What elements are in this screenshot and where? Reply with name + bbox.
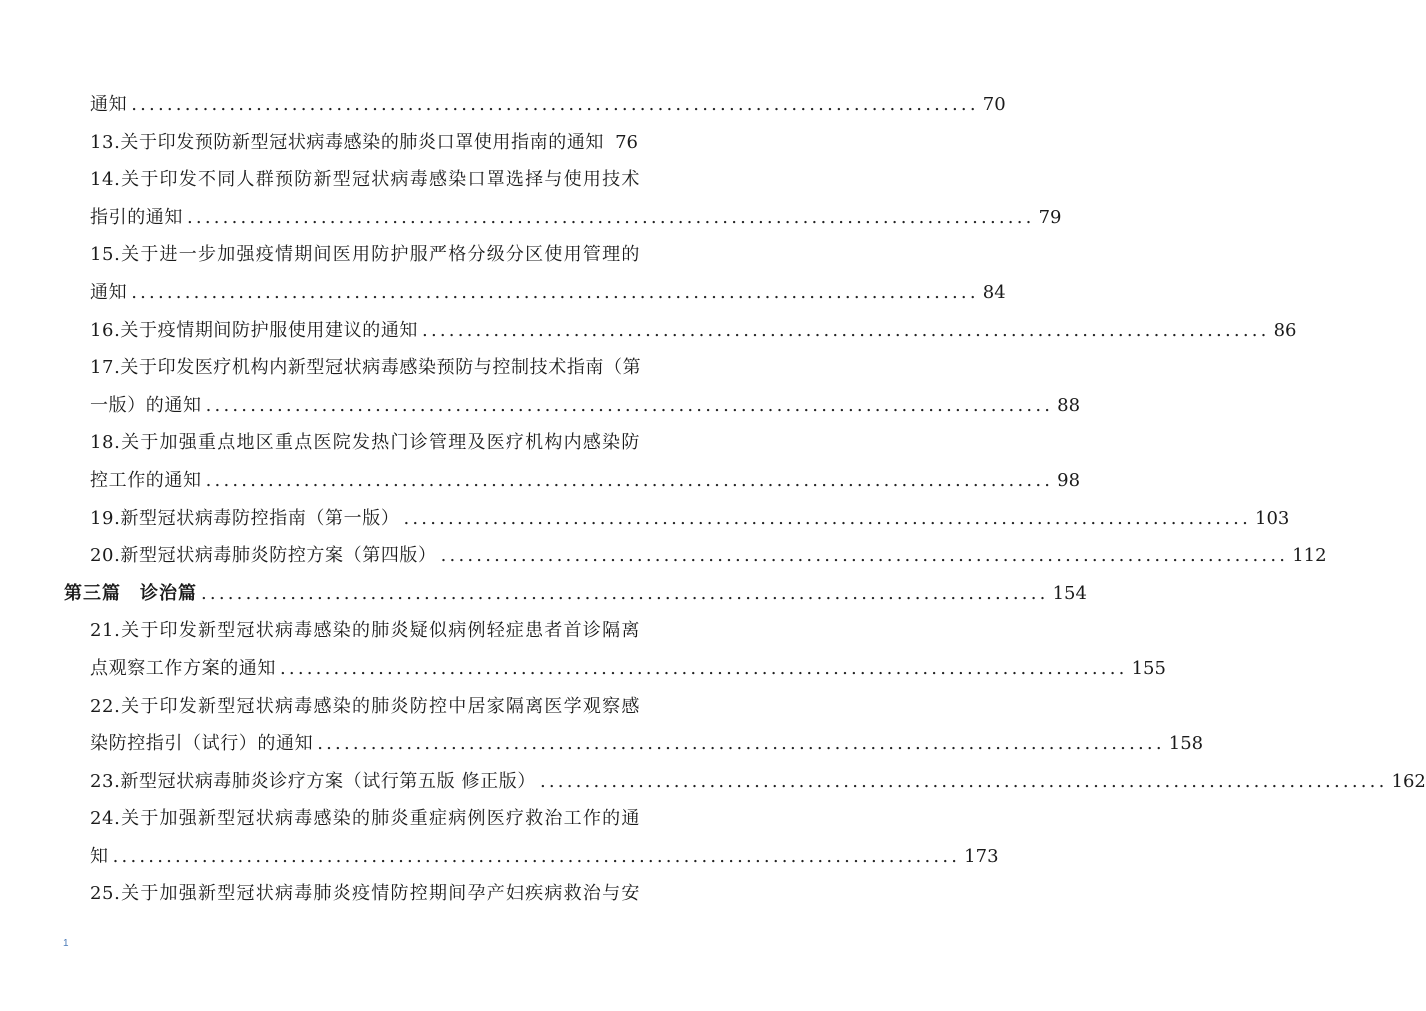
dot-leader: ............................................................................................... — [317, 733, 1165, 755]
toc-entry-title: 20.新型冠状病毒肺炎防控方案（第四版） — [90, 545, 437, 567]
toc-entry[interactable] — [0, 462, 1081, 500]
dot-leader: ............................................................................................... — [280, 657, 1128, 679]
toc-entry-page: 88 — [1057, 394, 1081, 416]
toc-entry-title: 17.关于印发医疗机构内新型冠状病毒感染预防与控制技术指南（第 — [90, 357, 642, 379]
toc-entry-title: 13.关于印发预防新型冠状病毒感染的肺炎口罩使用指南的通知 — [90, 131, 605, 153]
dot-leader: ............................................................................................... — [187, 206, 1035, 228]
toc-entry[interactable] — [0, 688, 638, 726]
dot-leader: ............................................................................................... — [112, 845, 961, 867]
dot-leader: ............................................................................................... — [403, 507, 1251, 529]
toc-entry-page: 162 — [1391, 770, 1426, 792]
toc-entry-title: 通知 — [90, 281, 128, 303]
toc-entry[interactable] — [0, 424, 638, 462]
toc-entry-title: 22.关于印发新型冠状病毒感染的肺炎防控中居家隔离医学观察感 — [90, 695, 640, 717]
toc-entry-title: 知 — [90, 845, 109, 867]
toc-entry[interactable] — [0, 312, 1297, 350]
toc-entry[interactable] — [0, 763, 1426, 801]
footer-page-number: 1 — [63, 938, 69, 949]
toc-entry[interactable] — [0, 650, 1166, 688]
toc-entry-page: 86 — [1273, 319, 1297, 341]
toc-entry-page: 103 — [1255, 507, 1290, 529]
toc-entry-title: 15.关于进一步加强疫情期间医用防护服严格分级分区使用管理的 — [90, 244, 640, 266]
dot-leader: ............................................................................................... — [201, 582, 1049, 604]
toc-entry[interactable] — [0, 500, 1290, 538]
toc-entry-page: 79 — [1038, 206, 1062, 228]
dot-leader: ............................................................................................... — [205, 469, 1054, 491]
table-of-contents — [0, 86, 1426, 913]
toc-entry-title: 18.关于加强重点地区重点医院发热门诊管理及医疗机构内感染防 — [90, 432, 640, 454]
toc-entry-page: 70 — [982, 94, 1006, 115]
toc-entry[interactable] — [0, 537, 1327, 575]
toc-entry[interactable] — [0, 349, 642, 387]
toc-entry-title: 指引的通知 — [90, 206, 183, 228]
toc-entry-page: 173 — [964, 845, 999, 867]
toc-entry[interactable] — [0, 161, 638, 199]
toc-section-heading[interactable] — [0, 575, 1087, 613]
toc-entry[interactable] — [0, 199, 1062, 237]
toc-entry-title: 控工作的通知 — [90, 469, 202, 491]
toc-entry-page: 76 — [615, 131, 638, 153]
toc-entry[interactable] — [0, 725, 1204, 763]
dot-leader: ............................................................................................... — [131, 281, 979, 303]
toc-entry-title: 16.关于疫情期间防护服使用建议的通知 — [90, 319, 419, 341]
toc-entry-title: 25.关于加强新型冠状病毒肺炎疫情防控期间孕产妇疾病救治与安 — [90, 883, 640, 905]
toc-entry-page: 112 — [1292, 545, 1327, 567]
dot-leader: ............................................................................................... — [440, 545, 1289, 567]
toc-entry-page: 158 — [1168, 733, 1204, 755]
toc-entry[interactable] — [0, 838, 999, 876]
toc-entry[interactable] — [0, 86, 1006, 124]
toc-entry-title: 19.新型冠状病毒防控指南（第一版） — [90, 507, 400, 529]
toc-entry-title: 染防控指引（试行）的通知 — [90, 733, 314, 755]
toc-entry-page: 84 — [982, 281, 1006, 303]
toc-entry[interactable] — [0, 124, 638, 162]
dot-leader: ............................................................................................... — [422, 319, 1270, 341]
toc-entry-page: 155 — [1131, 657, 1166, 679]
toc-section-title: 第三篇 诊治篇 — [64, 582, 197, 604]
toc-entry-title: 23.新型冠状病毒肺炎诊疗方案（试行第五版 修正版） — [90, 770, 536, 792]
toc-entry[interactable] — [0, 236, 638, 274]
toc-entry-title: 21.关于印发新型冠状病毒感染的肺炎疑似病例轻症患者首诊隔离 — [90, 620, 640, 642]
toc-entry[interactable] — [0, 612, 638, 650]
toc-entry-page: 98 — [1057, 469, 1081, 491]
toc-entry-title: 24.关于加强新型冠状病毒感染的肺炎重症病例医疗救治工作的通 — [90, 808, 640, 830]
toc-entry[interactable] — [0, 274, 1006, 312]
toc-entry-title: 通知 — [90, 94, 128, 115]
dot-leader: ............................................................................................... — [131, 94, 979, 115]
toc-entry[interactable] — [0, 387, 1081, 425]
toc-entry-title: 点观察工作方案的通知 — [90, 657, 276, 679]
dot-leader: ............................................................................................... — [205, 394, 1054, 416]
toc-entry[interactable] — [0, 875, 638, 913]
toc-entry-title: 14.关于印发不同人群预防新型冠状病毒感染口罩选择与使用技术 — [90, 169, 640, 191]
toc-section-page: 154 — [1052, 582, 1087, 604]
toc-entry-title: 一版）的通知 — [90, 394, 202, 416]
dot-leader: ............................................................................................... — [539, 770, 1388, 792]
toc-entry[interactable] — [0, 800, 638, 838]
